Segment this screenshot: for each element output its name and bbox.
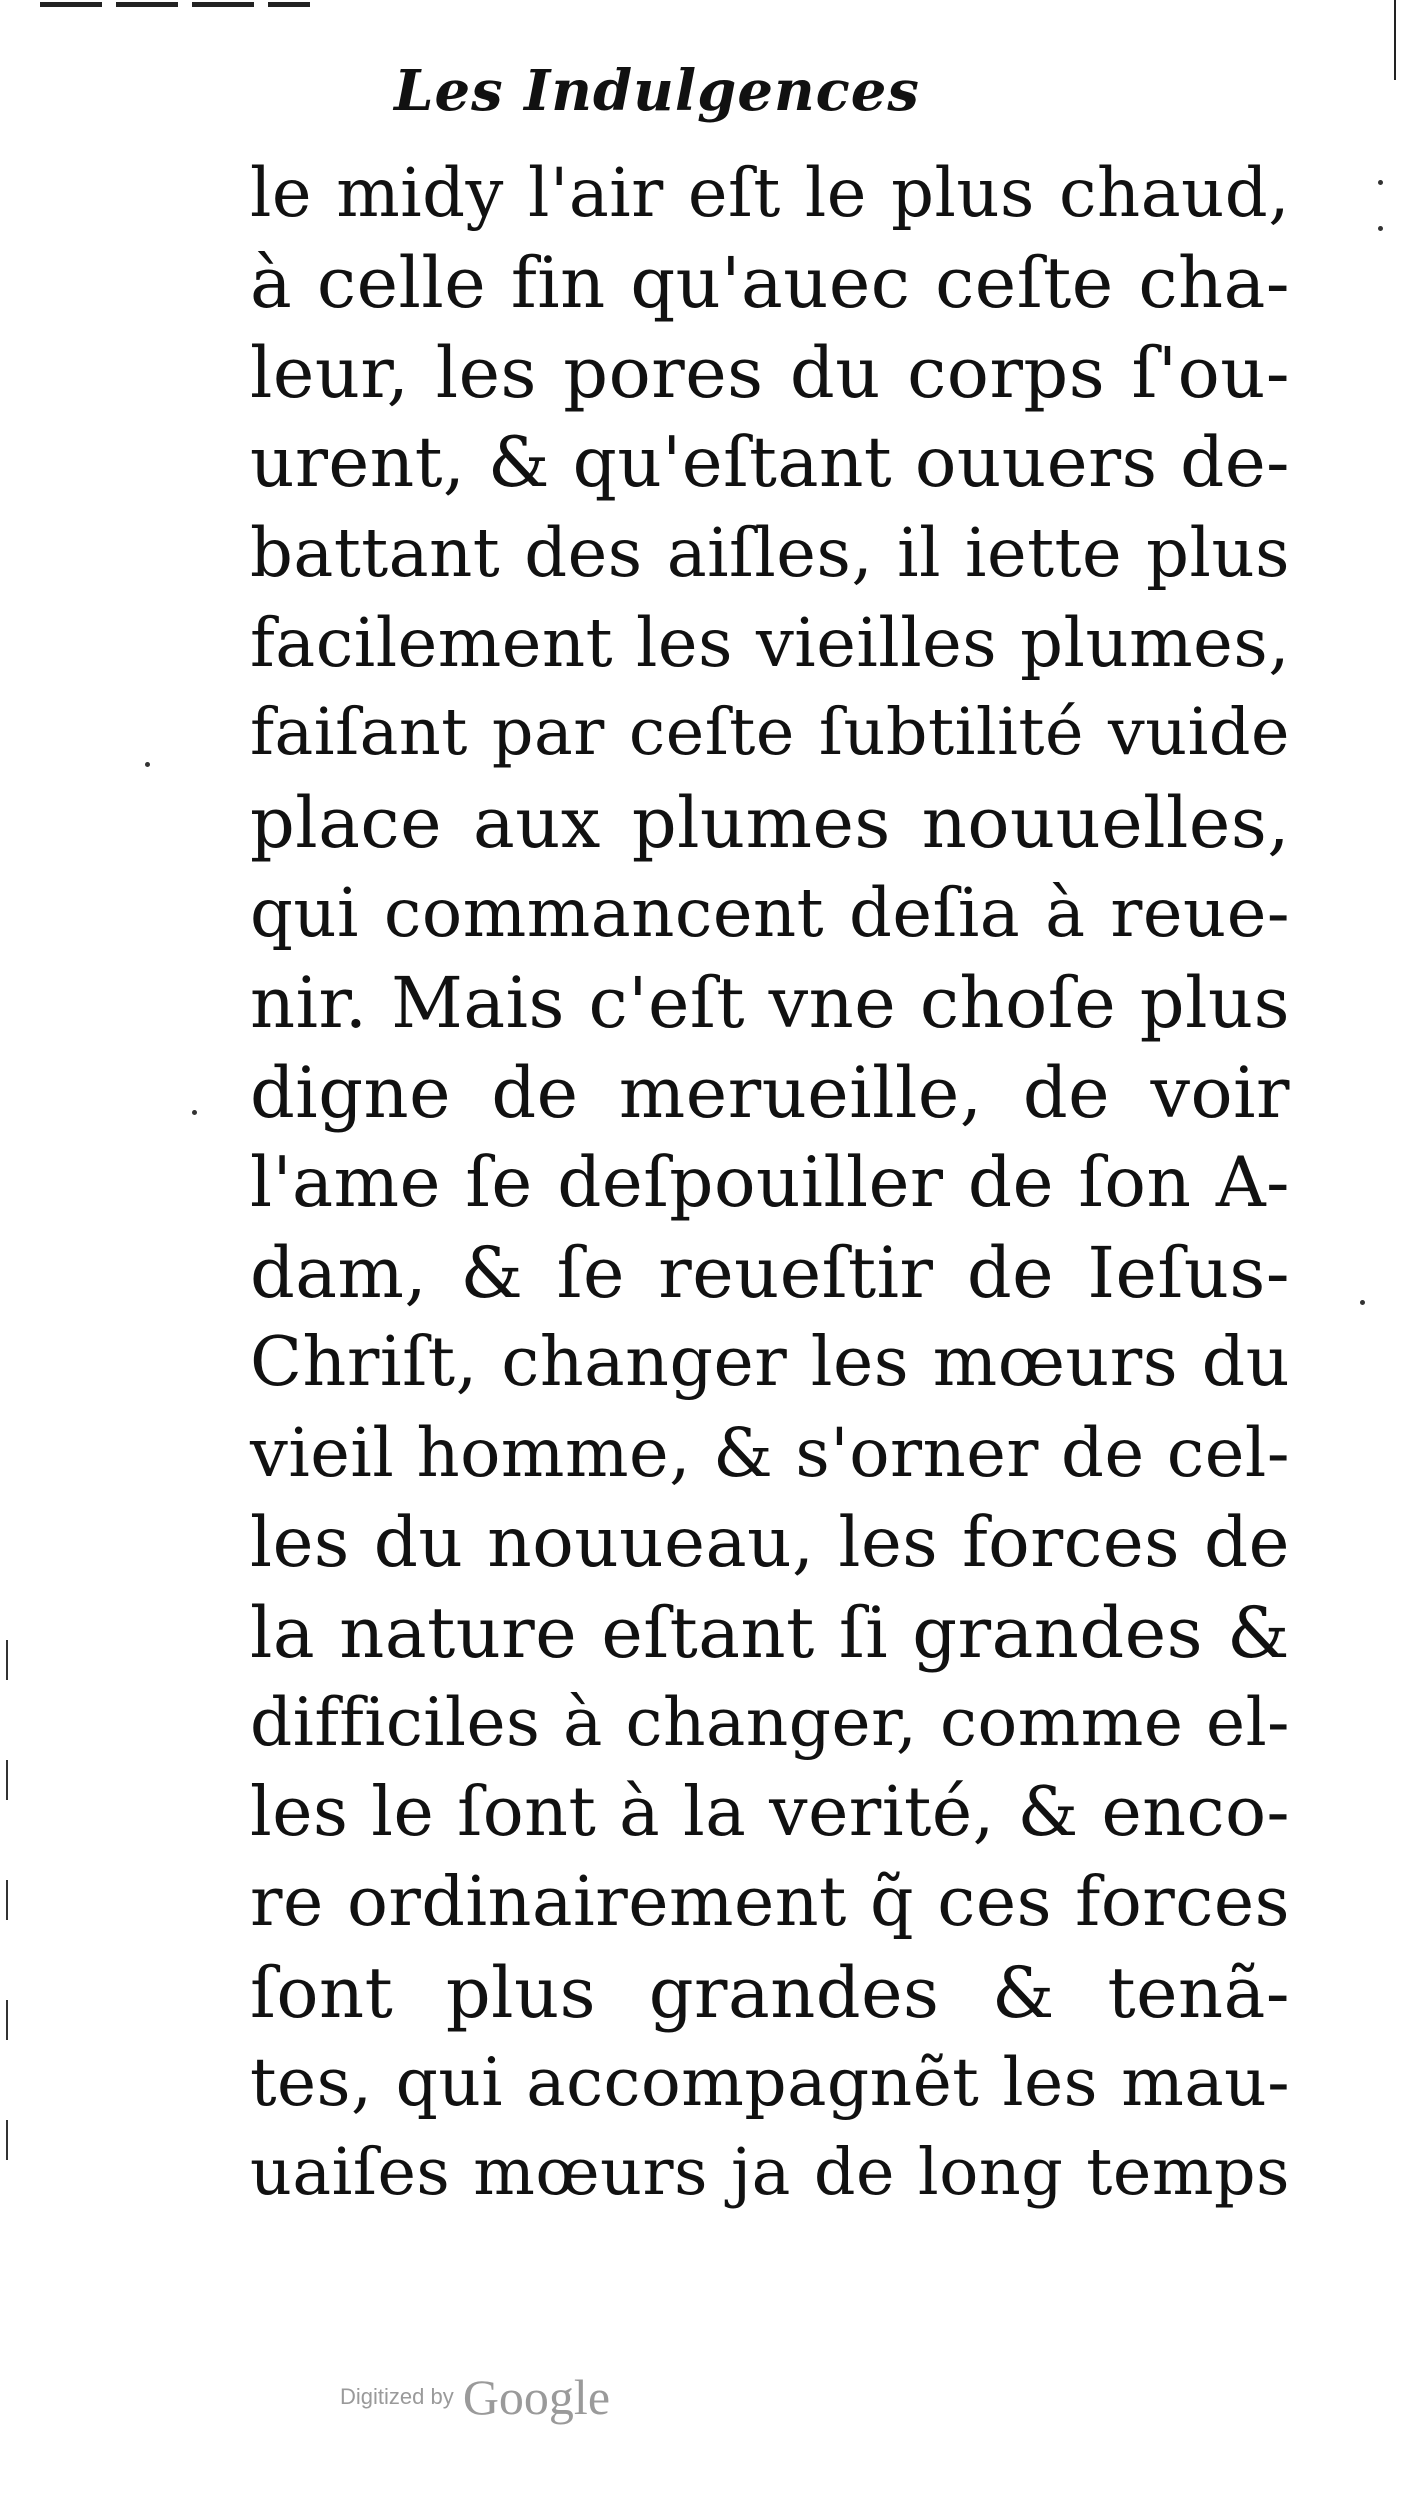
- text-line: nir. Mais c'eſt vne choſe plus: [250, 962, 1290, 1044]
- ink-speck: [192, 1110, 197, 1115]
- text-line: tes, qui accompagnẽt les mau-: [250, 2044, 1290, 2121]
- running-head: [0, 58, 1404, 124]
- text-line: les le ſont à la verité, & enco-: [250, 1773, 1290, 1852]
- ink-speck: [1378, 180, 1383, 185]
- ink-speck: [1378, 226, 1383, 231]
- digitized-watermark: [340, 2368, 610, 2426]
- text-line: le midy l'air eſt le plus chaud,: [250, 154, 1290, 232]
- text-line: facilement les vieilles plumes,: [250, 604, 1290, 682]
- watermark-prefix: Digitized by: [340, 2384, 454, 2409]
- text-line: vieil homme, & s'orner de cel-: [250, 1414, 1290, 1492]
- text-line: les du nouueau, les forces de: [250, 1503, 1290, 1583]
- ink-speck: [145, 762, 150, 767]
- text-line: urent, & qu'eſtant ouuers de-: [250, 423, 1290, 503]
- text-line: Chriſt, changer les mœurs du: [250, 1323, 1290, 1402]
- text-line: battant des aiſles, il iette plus: [250, 514, 1290, 592]
- text-line: difficiles à changer, comme el-: [250, 1684, 1290, 1761]
- text-line: leur, les pores du corps ſ'ou-: [250, 332, 1290, 414]
- scan-edge-left: [6, 1640, 8, 2200]
- scan-edge-top: [40, 2, 310, 7]
- ink-speck: [1360, 1300, 1365, 1305]
- text-line: la nature eſtant ſi grandes &: [250, 1592, 1290, 1674]
- text-line: place aux plumes nouuelles,: [250, 782, 1290, 864]
- text-line: qui commancent deſia à reue-: [250, 874, 1290, 952]
- text-line: digne de merueille, de voir: [250, 1052, 1290, 1134]
- text-line: re ordinairement q̃ ces forces: [250, 1863, 1290, 1942]
- text-line: à celle fin qu'auec ceſte cha-: [250, 242, 1290, 324]
- running-head-text: Les Indulgences: [394, 58, 920, 124]
- text-line: l'ame ſe deſpouiller de ſon A-: [250, 1143, 1290, 1223]
- google-logo: Google: [462, 2369, 611, 2425]
- text-line: uaiſes mœurs ja de long temps: [250, 2135, 1290, 2210]
- body-text: [250, 148, 1290, 2218]
- text-line: dam, & ſe reueſtir de Ieſus-: [250, 1232, 1290, 1314]
- text-line: ſont plus grandes & tenã-: [250, 1952, 1290, 2034]
- text-line: faiſant par ceſte ſubtilité vuide: [250, 695, 1290, 770]
